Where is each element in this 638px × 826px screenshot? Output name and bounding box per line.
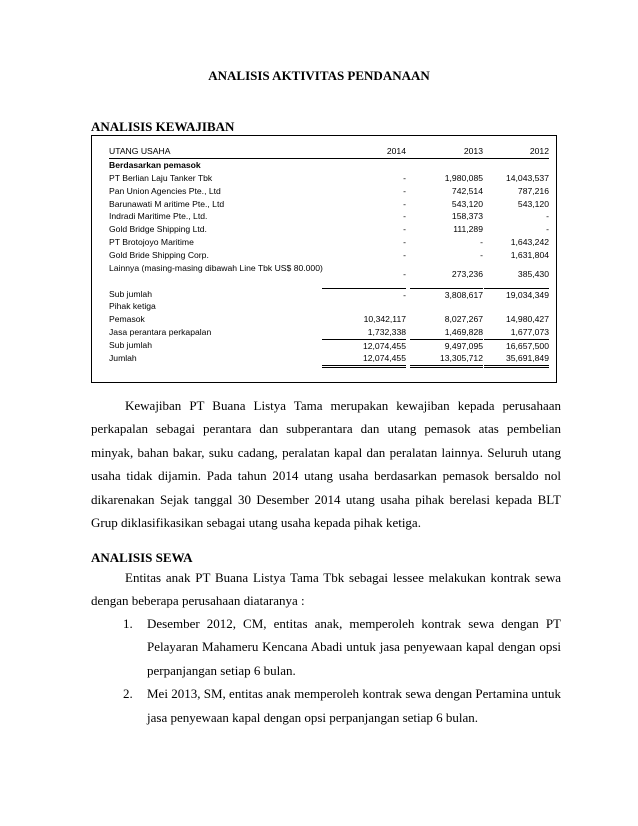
table-row [109,210,549,223]
value-cell: 19,034,349 [484,288,549,302]
value-cell [322,159,406,172]
header-label: UTANG USAHA [109,146,171,156]
value-cell: 1,980,085 [444,172,483,183]
header-year-2013: 2013 [463,146,483,156]
value-cell [484,300,549,313]
utang-usaha-table [91,135,557,383]
row-label: Pemasok [109,314,145,325]
value-cell: - [403,224,406,235]
table-row [109,262,549,288]
table-row [109,236,549,249]
table-row [109,288,549,301]
value-cell: - [480,250,483,261]
value-cell: 158,373 [451,211,483,222]
value-cell: - [403,250,406,261]
row-label: PT Berlian Laju Tanker Tbk [109,172,213,183]
value-cell: - [403,237,406,248]
value-cell: 16,657,500 [484,339,549,353]
value-cell: 10,342,117 [363,314,406,325]
table-row [109,300,549,313]
header-year-2014: 2014 [386,146,406,156]
value-cell [410,159,483,172]
list-number: 2. [123,686,133,702]
row-label: Berdasarkan pemasok [109,159,201,170]
header-year-2012: 2012 [529,146,549,156]
value-cell: 9,497,095 [410,339,483,353]
table-row [109,352,549,365]
value-cell: - [480,237,483,248]
value-cell: 1,469,828 [444,327,483,338]
section-title-kewajiban: ANALISIS KEWAJIBAN [91,119,235,134]
row-label: PT Brotojoyo Maritime [109,237,194,248]
value-cell: 1,643,242 [510,237,549,248]
value-cell: - [403,172,406,183]
row-label: Indradi Maritime Pte., Ltd. [109,211,208,222]
value-cell [410,300,483,313]
value-cell: - [403,269,406,280]
row-label: Lainnya (masing-masing dibawah Line Tbk US$ 80.000) [109,263,323,274]
value-cell [484,159,549,172]
value-cell: 12,074,455 [322,339,406,353]
value-cell: - [403,185,406,196]
value-cell: 35,691,849 [484,352,549,368]
table-row [109,172,549,185]
value-cell: 543,120 [451,198,483,209]
row-label: Barunawati M aritime Pte., Ltd [109,198,225,209]
value-cell: 1,677,073 [510,327,549,338]
value-cell: 787,216 [517,185,549,196]
value-cell: 8,027,267 [444,314,483,325]
list-number: 1. [123,616,133,631]
list-item [123,612,561,682]
table-row [109,223,549,236]
row-label: Jumlah [109,352,137,363]
value-cell: 12,074,455 [322,352,406,368]
table-row [109,249,549,262]
value-cell: 742,514 [451,185,483,196]
value-cell: 111,289 [453,224,483,235]
row-label: Gold Bride Shipping Corp. [109,250,209,261]
value-cell: - [403,211,406,222]
row-label: Sub jumlah [109,288,152,299]
table-row [109,339,549,352]
row-label: Pan Union Agencies Pte., Ltd [109,185,221,196]
value-cell: 1,631,804 [510,250,549,261]
table-row [109,185,549,198]
value-cell: 273,236 [451,269,483,280]
table-body [109,145,549,365]
paragraph-kewajiban-text: Kewajiban PT Buana Listya Tama merupakan kewajiban kepada perusahaan perkapalan sebagai perantara dan subperantara dan utang pemasok atas pembelian minyak, bahan bakar, suku cadang, peralatan kapal dan peralatan lainnya. Seluruh utang usaha tidak dijamin. Pada tahun 2014 utang usaha berdasarkan pemasok bersaldo nol dikarenakan Sejak tanggal 30 Desember 2014 utang usaha pihak berelasi kepada BLT Grup diklasifikasikan sebagai utang usaha kepada pihak ketiga. [91,398,561,531]
section-title-sewa: ANALISIS SEWA [91,550,193,565]
contract-list [123,612,561,729]
value-cell: - [546,211,549,222]
paragraph-sewa [91,566,561,613]
list-text: Desember 2012, CM, entitas anak, memperoleh kontrak sewa dengan PT Pelayaran Mahameru Kencana Abadi untuk jasa penyewaan kapal dengan opsi perpanjangan setiap 6 bulan. [147,616,561,678]
value-cell: 385,430 [517,269,549,280]
value-cell: 3,808,617 [410,288,483,302]
value-cell: 13,305,712 [410,352,483,368]
table-header-row [109,145,549,159]
document-title: ANALISIS AKTIVITAS PENDANAAN [208,68,430,83]
table-row [109,313,549,326]
value-cell [322,300,406,313]
value-cell: 1,732,338 [367,327,406,338]
list-item [123,682,561,729]
table-row [109,159,549,172]
row-label: Gold Bridge Shipping Ltd. [109,224,207,235]
value-cell: - [403,198,406,209]
row-label: Sub jumlah [109,340,152,351]
table-row [109,326,549,339]
value-cell: - [546,224,549,235]
value-cell: 14,980,427 [505,314,549,325]
table-row [109,198,549,211]
value-cell: - [322,288,406,302]
row-label: Jasa perantara perkapalan [109,327,212,338]
row-label: Pihak ketiga [109,301,156,312]
list-text: Mei 2013, SM, entitas anak memperoleh kontrak sewa dengan Pertamina untuk jasa penyewaan kapal dengan opsi perpanjangan setiap 6 bulan. [147,686,561,725]
paragraph-kewajiban [91,394,561,534]
value-cell: 543,120 [517,198,549,209]
value-cell: 14,043,537 [505,172,549,183]
paragraph-sewa-text: Entitas anak PT Buana Listya Tama Tbk sebagai lessee melakukan kontrak sewa dengan beberapa perusahaan diataranya : [91,570,561,609]
